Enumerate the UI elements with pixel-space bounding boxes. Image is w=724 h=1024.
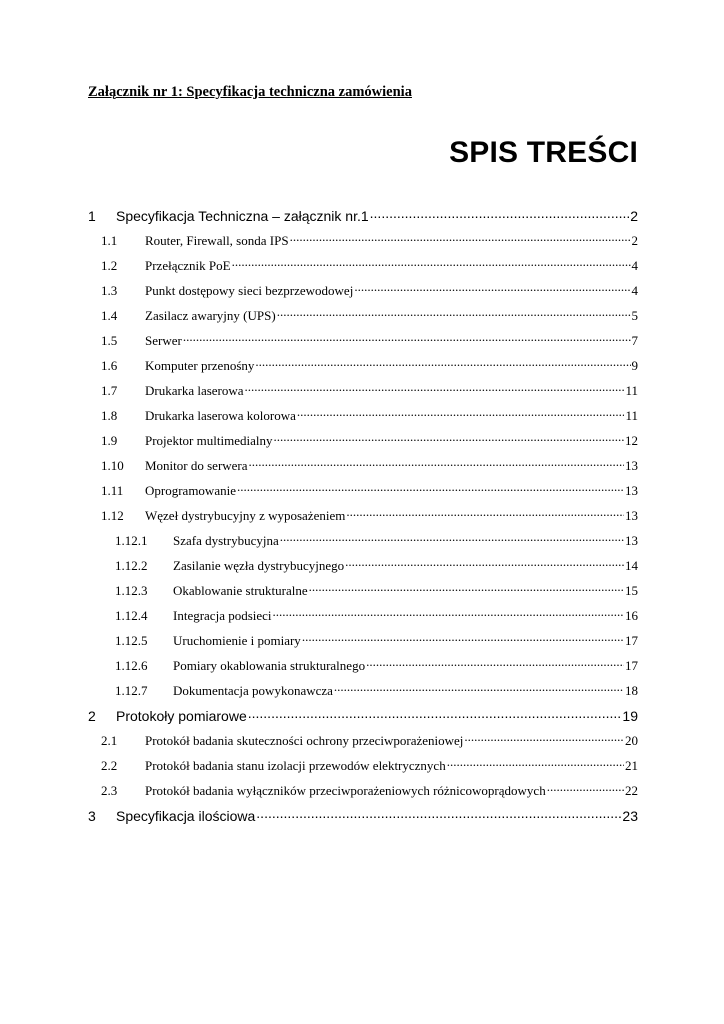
toc-entry-number: 1.10 bbox=[101, 458, 124, 473]
toc-entry[interactable] bbox=[88, 280, 638, 298]
toc-entry-label: Projektor multimedialny bbox=[145, 433, 273, 448]
toc-leader-dots bbox=[237, 480, 624, 495]
toc-entry-page: 14 bbox=[625, 558, 638, 573]
toc-entry-label: Szafa dystrybucyjna bbox=[173, 533, 279, 548]
toc-entry-number: 1.12.3 bbox=[115, 583, 148, 598]
toc-entry[interactable] bbox=[88, 430, 638, 448]
toc-entry-page: 12 bbox=[625, 433, 638, 448]
toc-entry-page: 15 bbox=[625, 583, 638, 598]
toc-entry-label: Monitor do serwera bbox=[145, 458, 248, 473]
toc-entry-page: 4 bbox=[631, 283, 638, 298]
toc-entry-label: Komputer przenośny bbox=[145, 358, 255, 373]
toc-entry[interactable] bbox=[88, 630, 638, 648]
toc-entry-label: Protokoły pomiarowe bbox=[116, 708, 247, 724]
toc-entry[interactable] bbox=[88, 680, 638, 698]
toc-entry-label: Drukarka laserowa bbox=[145, 383, 244, 398]
toc-leader-dots bbox=[273, 430, 624, 445]
toc-leader-dots bbox=[280, 530, 624, 545]
toc-entry-page: 19 bbox=[622, 708, 638, 724]
toc-entry-label: Oprogramowanie bbox=[145, 483, 236, 498]
toc-entry-number: 2.3 bbox=[101, 783, 118, 798]
toc-leader-dots bbox=[245, 380, 625, 395]
toc-entry[interactable] bbox=[88, 305, 638, 323]
toc-entry-number: 1.12 bbox=[101, 508, 124, 523]
toc-entry[interactable] bbox=[88, 355, 638, 373]
toc-entry-number: 1.12.6 bbox=[115, 658, 148, 673]
toc-entry-label: Serwer bbox=[145, 333, 182, 348]
toc-leader-dots bbox=[464, 730, 624, 745]
toc-leader-dots bbox=[547, 780, 624, 795]
toc-entry[interactable] bbox=[88, 455, 638, 473]
toc-entry-label: Router, Firewall, sonda IPS bbox=[145, 233, 289, 248]
toc-leader-dots bbox=[447, 755, 624, 770]
toc-entry-page: 5 bbox=[631, 308, 638, 323]
toc-entry-page: 13 bbox=[625, 533, 638, 548]
toc-entry-number: 1.2 bbox=[101, 258, 118, 273]
toc-entry-page: 11 bbox=[625, 383, 638, 398]
toc-entry[interactable] bbox=[88, 705, 638, 725]
toc-entry-page: 16 bbox=[625, 608, 638, 623]
toc-leader-dots bbox=[255, 355, 630, 370]
toc-entry-label: Dokumentacja powykonawcza bbox=[173, 683, 333, 698]
attachment-title: Załącznik nr 1: Specyfikacja techniczna zamówienia bbox=[88, 84, 412, 100]
toc-entry-number: 1.8 bbox=[101, 408, 118, 423]
toc-entry-label: Węzeł dystrybucyjny z wyposażeniem bbox=[145, 508, 346, 523]
toc-entry-number: 1.7 bbox=[101, 383, 118, 398]
toc-leader-dots bbox=[249, 455, 624, 470]
toc-entry[interactable] bbox=[88, 730, 638, 748]
toc-entry-label: Protokół badania wyłączników przeciwporażeniowych różnicowoprądowych bbox=[145, 783, 546, 798]
toc-entry-number: 1.3 bbox=[101, 283, 118, 298]
toc-entry-page: 11 bbox=[625, 408, 638, 423]
toc-entry-number: 1.11 bbox=[101, 483, 124, 498]
toc-entry-page: 23 bbox=[622, 808, 638, 824]
toc-heading: SPIS TREŚCI bbox=[449, 136, 638, 169]
toc-entry-label: Specyfikacja ilościowa bbox=[116, 808, 256, 824]
toc-leader-dots bbox=[309, 580, 624, 595]
toc-entry-number: 1 bbox=[88, 208, 96, 224]
toc-entry[interactable] bbox=[88, 580, 638, 598]
toc-entry-number: 1.6 bbox=[101, 358, 118, 373]
toc-leader-dots bbox=[256, 805, 621, 821]
toc-entry-label: Specyfikacja Techniczna – załącznik nr.1 bbox=[116, 208, 369, 224]
toc-entry-page: 4 bbox=[631, 258, 638, 273]
toc-entry-number: 1.12.4 bbox=[115, 608, 148, 623]
toc-entry[interactable] bbox=[88, 230, 638, 248]
toc-entry-number: 2.1 bbox=[101, 733, 118, 748]
toc-entry-number: 1.12.7 bbox=[115, 683, 148, 698]
toc-entry[interactable] bbox=[88, 205, 638, 225]
toc-entry-page: 17 bbox=[625, 633, 638, 648]
toc-entry[interactable] bbox=[88, 330, 638, 348]
toc-entry[interactable] bbox=[88, 755, 638, 773]
toc-entry-label: Zasilanie węzła dystrybucyjnego bbox=[173, 558, 345, 573]
toc-entry-label: Przełącznik PoE bbox=[145, 258, 231, 273]
toc-entry-label: Integracja podsieci bbox=[173, 608, 272, 623]
toc-entry-number: 1.12.1 bbox=[115, 533, 148, 548]
toc-leader-dots bbox=[277, 305, 631, 320]
toc-entry[interactable] bbox=[88, 805, 638, 825]
toc-entry[interactable] bbox=[88, 255, 638, 273]
toc-leader-dots bbox=[273, 605, 624, 620]
toc-leader-dots bbox=[370, 205, 630, 221]
toc-entry-number: 1.12.2 bbox=[115, 558, 148, 573]
toc-entry-page: 18 bbox=[625, 683, 638, 698]
toc-entry[interactable] bbox=[88, 555, 638, 573]
toc-leader-dots bbox=[290, 230, 631, 245]
toc-entry-number: 1.9 bbox=[101, 433, 118, 448]
toc-entry-page: 2 bbox=[630, 208, 638, 224]
toc-leader-dots bbox=[183, 330, 631, 345]
toc-entry[interactable] bbox=[88, 380, 638, 398]
toc-entry-page: 17 bbox=[625, 658, 638, 673]
toc-leader-dots bbox=[248, 705, 622, 721]
toc-leader-dots bbox=[354, 280, 630, 295]
toc-entry-label: Pomiary okablowania strukturalnego bbox=[173, 658, 366, 673]
toc-entry-number: 2.2 bbox=[101, 758, 118, 773]
toc-entry-number: 3 bbox=[88, 808, 96, 824]
toc-entry-number: 1.1 bbox=[101, 233, 118, 248]
toc-entry-label: Uruchomienie i pomiary bbox=[173, 633, 301, 648]
toc-entry[interactable] bbox=[88, 480, 638, 498]
toc-leader-dots bbox=[297, 405, 625, 420]
toc-entry-page: 21 bbox=[625, 758, 638, 773]
toc-entry-label: Protokół badania skuteczności ochrony przeciwporażeniowej bbox=[145, 733, 464, 748]
toc-entry-number: 1.12.5 bbox=[115, 633, 148, 648]
toc-entry-number: 2 bbox=[88, 708, 96, 724]
toc-entry-label: Okablowanie strukturalne bbox=[173, 583, 308, 598]
toc-leader-dots bbox=[302, 630, 624, 645]
toc-entry-label: Zasilacz awaryjny (UPS) bbox=[145, 308, 276, 323]
toc-entry-label: Punkt dostępowy sieci bezprzewodowej bbox=[145, 283, 354, 298]
toc-entry-page: 2 bbox=[631, 233, 638, 248]
toc-entry[interactable] bbox=[88, 605, 638, 623]
toc-entry-page: 7 bbox=[631, 333, 638, 348]
toc-entry-page: 20 bbox=[625, 733, 638, 748]
toc-entry-page: 13 bbox=[625, 458, 638, 473]
toc-entry-page: 9 bbox=[631, 358, 638, 373]
toc-entry-label: Protokół badania stanu izolacji przewodów elektrycznych bbox=[145, 758, 446, 773]
toc-leader-dots bbox=[366, 655, 624, 670]
toc-entry-page: 13 bbox=[625, 508, 638, 523]
toc-leader-dots bbox=[334, 680, 624, 695]
toc-leader-dots bbox=[232, 255, 631, 270]
toc-entry-number: 1.4 bbox=[101, 308, 118, 323]
toc-entry[interactable] bbox=[88, 780, 638, 798]
toc-entry-label: Drukarka laserowa kolorowa bbox=[145, 408, 296, 423]
toc-leader-dots bbox=[345, 555, 624, 570]
toc-entry[interactable] bbox=[88, 505, 638, 523]
toc-entry-page: 22 bbox=[625, 783, 638, 798]
toc-leader-dots bbox=[346, 505, 624, 520]
toc-entry[interactable] bbox=[88, 530, 638, 548]
toc-entry-page: 13 bbox=[625, 483, 638, 498]
toc-entry[interactable] bbox=[88, 405, 638, 423]
toc-entry-number: 1.5 bbox=[101, 333, 118, 348]
toc-entry[interactable] bbox=[88, 655, 638, 673]
